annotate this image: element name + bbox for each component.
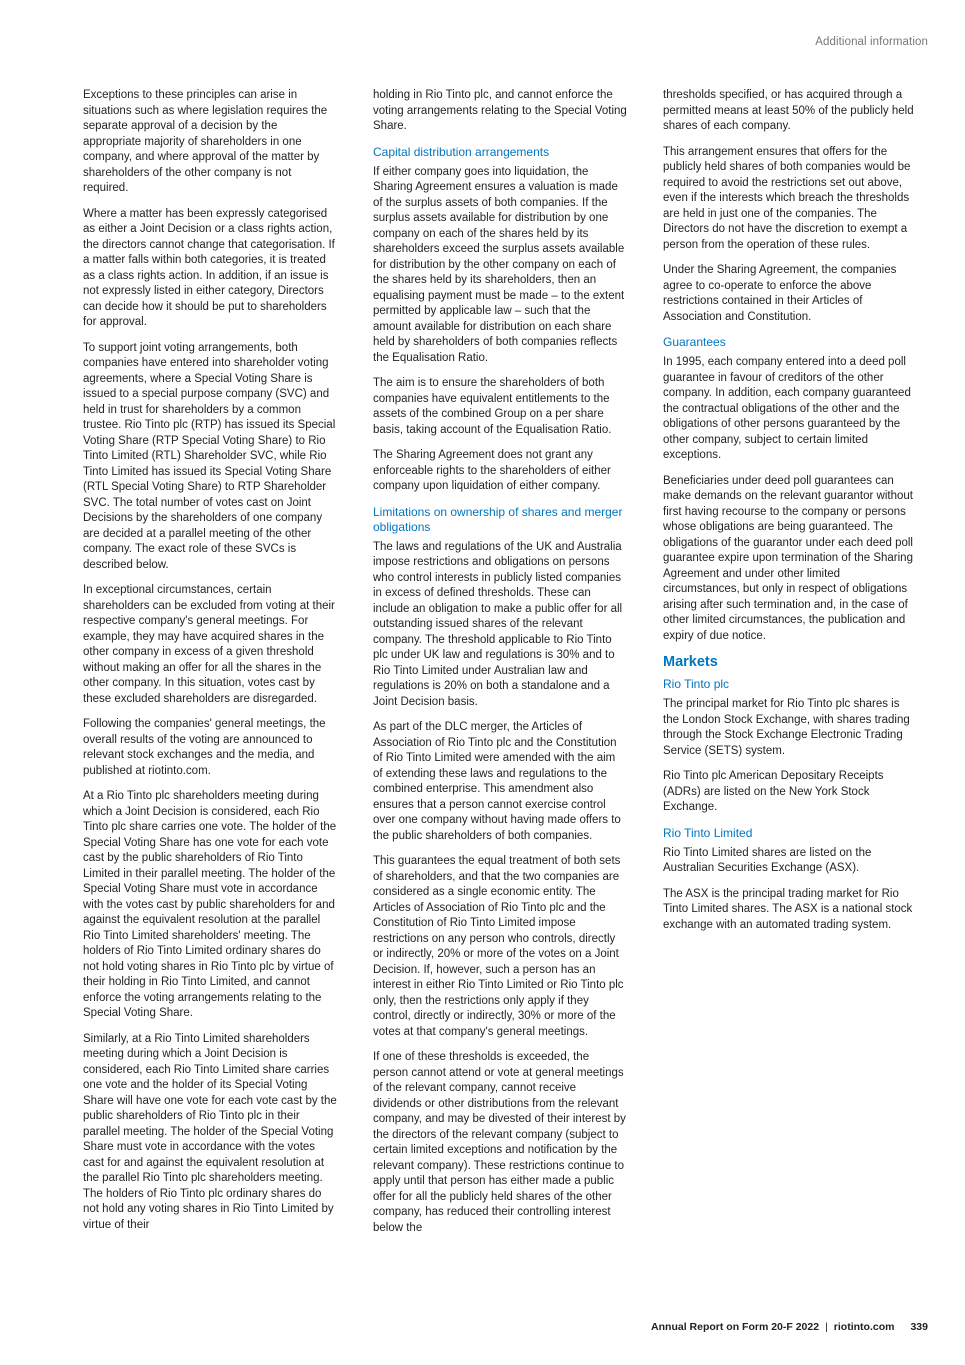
heading-guarantees: Guarantees: [663, 335, 726, 349]
paragraph: Beneficiaries under deed poll guarantees can make demands on the relevant guarantor without first having recourse to the company or persons whose obligations are being guaranteed. The obligations of the guarantor under each deed poll guarantee expire upon termination of the Sharing Agreement and under other limited circumstances, but only in respect of obligations arising after such termination and, in the case of other limited circumstances, the publication and expiry of due notice.: [663, 474, 913, 642]
footer-report-title: Annual Report on Form 20-F 2022: [651, 1321, 820, 1333]
paragraph: In 1995, each company entered into a deed poll guarantee in favour of creditors of the other company. In addition, each company guaranteed the contractual obligations of the other and the obligations of other persons guaranteed by the other company, subject to certain limited exceptions.: [663, 356, 911, 461]
paragraph: The laws and regulations of the UK and Australia impose restrictions and obligations on persons who control interests in publicly listed companies in excess of defined thresholds. These can include an obligation to make a public offer for all outstanding issued shares of the relevant company. The threshold applicable to Rio Tinto plc under UK law and regulations is 30% and to Rio Tinto Limited under Australian law and regulations is 20% on both a standalone and a Joint Decision basis.: [373, 540, 623, 708]
paragraph: This arrangement ensures that offers for the publicly held shares of both companies would be required to avoid the restrictions set out above, even if the interests which breach the thresholds are held in just one of the companies. The Directors do not have the discretion to exempt a person from the operation of these rules.: [663, 145, 911, 251]
heading-rio-tinto-limited: Rio Tinto Limited: [663, 825, 753, 840]
paragraph: Similarly, at a Rio Tinto Limited shareholders meeting during which a Joint Decision is considered, each Rio Tinto Limited share carries one vote and the holder of its Special Voting Share will have one vote for each vote cast by the public shareholders of Rio Tinto plc in their parallel meeting. The holder of the Special Voting Share must vote in accordance with the votes cast for and against the equivalent resolution at the parallel Rio Tinto plc shareholders meeting. The holders of Rio Tinto plc ordinary shares do not hold any voting shares in Rio Tinto Limited by virtue of their: [83, 1032, 337, 1231]
paragraph: The principal market for Rio Tinto plc shares is the London Stock Exchange, with shares trading through the Stock Exchange Electronic Trading Service (SETS) system.: [663, 698, 910, 757]
paragraph: If one of these thresholds is exceeded, the person cannot attend or vote at general meetings of the relevant company, cannot receive dividends or other distributions from the relevant company, and may be divested of their interest by the directors of the relevant company (subject to certain limited exceptions and notification by the relevant company). These restrictions continue to apply until that person has either made a public offer for all the publicly held shares of the other company, has reduced their controlling interest below the: [373, 1051, 626, 1234]
page-number: 339: [910, 1321, 928, 1333]
paragraph: Rio Tinto plc American Depositary Receipts (ADRs) are listed on the New York Stock Exchange.: [663, 770, 884, 813]
heading-limitations-on-ownership: Limitations on ownership of shares and merger obligations: [373, 504, 623, 534]
heading-capital-distribution-arrangements: Capital distribution arrangements: [373, 144, 550, 159]
paragraph: This guarantees the equal treatment of both sets of shareholders, and that the two companies are considered as a single economic entity. The Articles of Association of Rio Tinto plc and the Constitution of Rio Tinto Limited impose restrictions on any person who controls, directly or indirectly, 20% or more of the votes on a Joint Decision. If, however, such a person has an interest in either Rio Tinto Limited or Rio Tinto plc only, then the restrictions only apply if they control, directly or indirectly, 30% or more of the votes at that company's general meetings.: [373, 855, 624, 1038]
heading-markets: Markets: [663, 654, 718, 670]
heading-rio-tinto-plc: Rio Tinto plc: [663, 677, 730, 691]
paragraph: In exceptional circumstances, certain shareholders can be excluded from voting at their respective company's general meetings. For example, they may have acquired shares in the other company in excess of a given threshold without making an offer for all the shares in the other company. In this situation, votes cast by these excluded shareholders are disregarded.: [83, 584, 335, 705]
column-1: [83, 88, 337, 1243]
paragraph: Exceptions to these principles can arise in situations such as where legislation requires the separate approval of a decision by the appropriate majority of shareholders in one company, and where approval of the matter by shareholders of the other company is not required.: [83, 89, 328, 194]
content-columns: [83, 88, 917, 1246]
paragraph: holding in Rio Tinto plc, and cannot enforce the voting arrangements relating to the Special Voting Share.: [373, 89, 627, 132]
column-3: [663, 88, 917, 943]
footer-separator: |: [825, 1321, 828, 1333]
paragraph: The aim is to ensure the shareholders of both companies have equivalent entitlements to the assets of the combined Group on a per share basis, taking account of the Equalisation Ratio.: [373, 377, 612, 436]
paragraph: The Sharing Agreement does not grant any enforceable rights to the shareholders of either company upon liquidation of either company.: [373, 449, 611, 492]
page-footer: [651, 1321, 928, 1333]
paragraph: thresholds specified, or has acquired through a permitted means at least 50% of the publicly held shares of each company.: [663, 89, 914, 132]
page-header: [815, 36, 928, 48]
paragraph: To support joint voting arrangements, both companies have entered into shareholder voting agreements, where a Special Voting Share is issued to a special purpose company (SVC) and held in trust for shareholders by a common trustee. Rio Tinto plc (RTP) has issued its Special Voting Share (RTP Special Voting Share) to Rio Tinto Limited (RTL) Shareholder SVC, while Rio Tinto Limited has issued its Special Voting Share (RTL Special Voting Share) to RTP Shareholder SVC. The total number of votes cast on Joint Decisions by the shareholders of one company are decided at a parallel meeting of the other company. The exact role of these SVCs is described below.: [83, 341, 336, 571]
paragraph: If either company goes into liquidation, the Sharing Agreement ensures a valuation is made of the surplus assets of both companies. If the surplus assets available for distribution by one company on each of the shares held by its shareholders exceed the surplus assets available for distribution by the other company on each of the shares held by its shareholders, then an equalising payment must be made – to the extent permitted by applicable law – such that the amount available for distribution on each share held by shareholders of both companies reflects the Equalisation Ratio.: [373, 165, 625, 364]
paragraph: Where a matter has been expressly categorised as either a Joint Decision or a class rights action, the directors cannot change that categorisation. If a matter falls within both categories, it is treated as a class rights action. In addition, if an issue is not expressly listed in either category, Directors can decide how it should be put to shareholders for approval.: [83, 207, 335, 328]
footer-site: riotinto.com: [833, 1321, 895, 1333]
paragraph: At a Rio Tinto plc shareholders meeting during which a Joint Decision is considered, each Rio Tinto plc share carries one vote. The holder of the Special Voting Share has one vote for each vote cast by the public shareholders of Rio Tinto Limited in their parallel meeting. The holder of the Special Voting Share must vote in accordance with the votes cast by public shareholders for and against the equivalent resolution at the parallel Rio Tinto Limited shareholders' meeting. The holders of Rio Tinto Limited ordinary shares do not hold voting shares in Rio Tinto plc by virtue of their holding in Rio Tinto Limited, and cannot enforce the voting arrangements relating to the Special Voting Share.: [83, 790, 337, 1019]
paragraph: The ASX is the principal trading market for Rio Tinto Limited shares. The ASX is a national stock exchange with an automated trading system.: [663, 887, 913, 931]
section-label: Additional information: [815, 36, 928, 48]
column-2: [373, 88, 627, 1246]
paragraph: As part of the DLC merger, the Articles of Association of Rio Tinto plc and the Constitution of Rio Tinto Limited were amended with the aim of extending these laws and regulations to the combined enterprise. This amendment also ensures that a person cannot exercise control over one company without having made offers to the public shareholders of both companies.: [373, 721, 621, 842]
paragraph: Rio Tinto Limited shares are listed on the Australian Securities Exchange (ASX).: [663, 846, 872, 874]
paragraph: Following the companies' general meetings, the overall results of the voting are announced to relevant stock exchanges and the media, and published at riotinto.com.: [83, 718, 326, 777]
paragraph: Under the Sharing Agreement, the companies agree to co-operate to enforce the above restrictions contained in their Articles of Association and Constitution.: [663, 264, 897, 323]
